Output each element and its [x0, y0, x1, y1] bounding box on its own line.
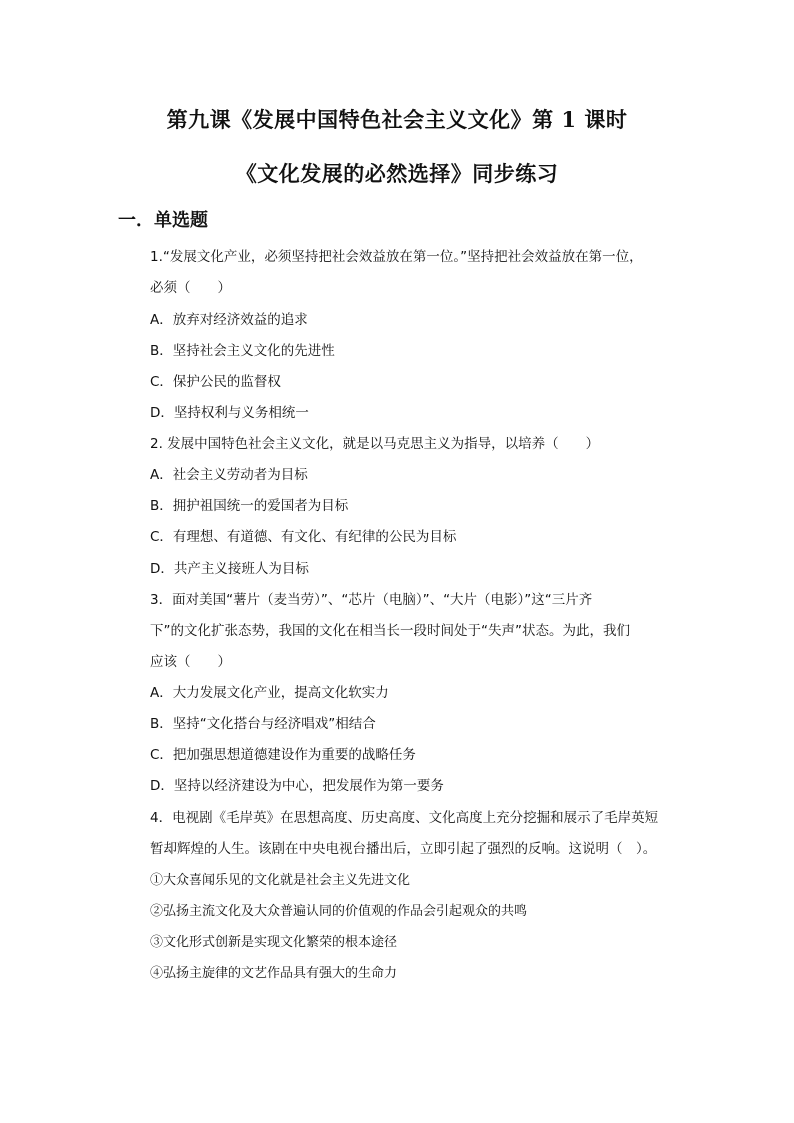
question-2-option-d: D．共产主义接班人为目标 [150, 561, 309, 577]
question-1-option-a: A．放弃对经济效益的追求 [150, 312, 308, 328]
question-3-stem-line-3: 应该（ ） [150, 654, 231, 670]
section-heading: 一．单选题 [118, 210, 208, 231]
document-title-line-2: 《文化发展的必然选择》同步练习 [235, 161, 559, 186]
question-3-option-d: D．坚持以经济建设为中心，把发展作为第一要务 [150, 778, 444, 794]
question-4-statement-1: ①大众喜闻乐见的文化就是社会主义先进文化 [150, 873, 411, 888]
question-4-stem-line-1: 4．电视剧《毛岸英》在思想高度、历史高度、文化高度上充分挖掘和展示了毛岸英短 [150, 810, 659, 826]
question-1-stem-line-2: 必须（ ） [150, 280, 231, 296]
question-2-option-a: A．社会主义劳动者为目标 [150, 467, 308, 483]
question-3-option-b: B．坚持“文化搭台与经济唱戏”相结合 [150, 716, 376, 732]
question-1-option-b: B．坚持社会主义文化的先进性 [150, 343, 335, 359]
question-3-option-c: C．把加强思想道德建设作为重要的战略任务 [150, 747, 416, 763]
question-1-option-d: D．坚持权利与义务相统一 [150, 405, 309, 421]
question-3-stem-line-2: 下”的文化扩张态势，我国的文化在相当长一段时间处于“失声”状态。为此，我们 [150, 623, 630, 639]
question-4-statement-4: ④弘扬主旋律的文艺作品具有强大的生命力 [150, 966, 398, 981]
question-2-stem-line-1: 2. 发展中国特色社会主义文化，就是以马克思主义为指导，以培养（ ） [150, 436, 600, 452]
question-3-stem-line-1: 3．面对美国“薯片（麦当劳）”、“芯片（电脑）”、“大片（电影）”这“三片齐 [150, 592, 593, 608]
document-title-line-1: 第九课《发展中国特色社会主义文化》第 1 课时 [166, 107, 628, 132]
question-1-option-c: C．保护公民的监督权 [150, 374, 281, 390]
question-3-option-a: A．大力发展文化产业，提高文化软实力 [150, 685, 389, 701]
question-4-statement-3: ③文化形式创新是实现文化繁荣的根本途径 [150, 935, 398, 950]
question-4-stem-line-2: 暂却辉煌的人生。该剧在中央电视台播出后，立即引起了强烈的反响。这说明（ ）。 [150, 841, 657, 857]
question-2-option-b: B．拥护祖国统一的爱国者为目标 [150, 498, 349, 514]
question-1-stem-line-1: 1.“发展文化产业，必须坚持把社会效益放在第一位。”坚持把社会效益放在第一位， [150, 249, 643, 265]
question-2-option-c: C．有理想、有道德、有文化、有纪律的公民为目标 [150, 529, 457, 545]
question-4-statement-2: ②弘扬主流文化及大众普遍认同的价值观的作品会引起观众的共鸣 [150, 904, 528, 919]
